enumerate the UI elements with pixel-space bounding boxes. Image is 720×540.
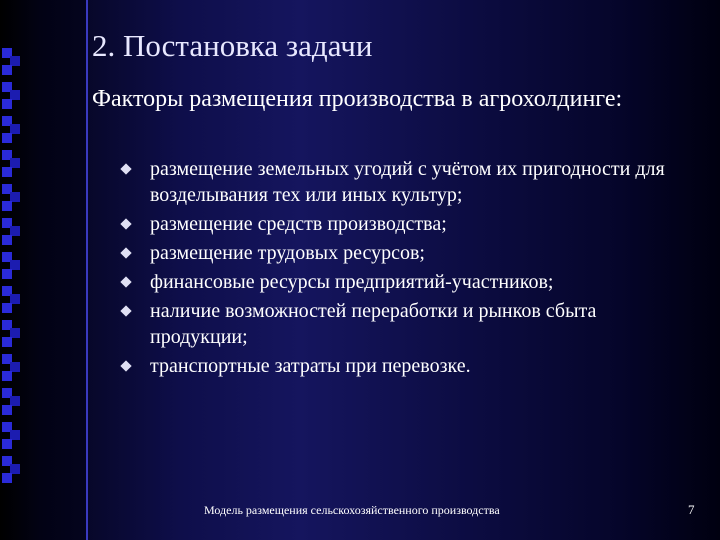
diamond-bullet-icon — [120, 360, 131, 371]
bullet-text: размещение трудовых ресурсов; — [150, 242, 425, 264]
decorative-square — [2, 439, 12, 449]
bullet-item — [122, 269, 682, 295]
bullet-text: наличие возможностей переработки и рынков сбыта продукции; — [150, 300, 597, 348]
diamond-bullet-icon — [120, 247, 131, 258]
decorative-square — [2, 235, 12, 245]
decorative-square — [2, 167, 12, 177]
bullet-text: размещение средств производства; — [150, 213, 447, 235]
decorative-square — [2, 269, 12, 279]
vertical-divider-line — [86, 0, 88, 540]
page-number: 7 — [688, 502, 695, 517]
bullet-list — [122, 156, 682, 382]
decorative-square — [2, 201, 12, 211]
bullet-item — [122, 298, 682, 350]
bullet-item — [122, 211, 682, 237]
decorative-square — [2, 303, 12, 313]
decorative-square — [2, 473, 12, 483]
decorative-square — [2, 337, 12, 347]
bullet-item — [122, 156, 682, 208]
bullet-item — [122, 353, 682, 379]
bullet-text: транспортные затраты при перевозке. — [150, 355, 471, 377]
bullet-text: размещение земельных угодий с учётом их пригодности для возделывания тех или иных культур; — [150, 158, 665, 206]
decorative-square — [2, 371, 12, 381]
bullet-item — [122, 240, 682, 266]
diamond-bullet-icon — [120, 163, 131, 174]
decorative-square — [2, 133, 12, 143]
slide-subtitle: Факторы размещения производства в агрохолдинге: — [92, 86, 623, 112]
diamond-bullet-icon — [120, 218, 131, 229]
decorative-square — [2, 65, 12, 75]
decorative-square — [2, 405, 12, 415]
decorative-squares — [2, 48, 20, 498]
diamond-bullet-icon — [120, 305, 131, 316]
slide-title: 2. Постановка задачи — [92, 28, 373, 63]
decorative-square — [2, 99, 12, 109]
slide-footer: Модель размещения сельскохозяйственного производства — [204, 503, 500, 517]
bullet-text: финансовые ресурсы предприятий-участников; — [150, 271, 554, 293]
diamond-bullet-icon — [120, 276, 131, 287]
